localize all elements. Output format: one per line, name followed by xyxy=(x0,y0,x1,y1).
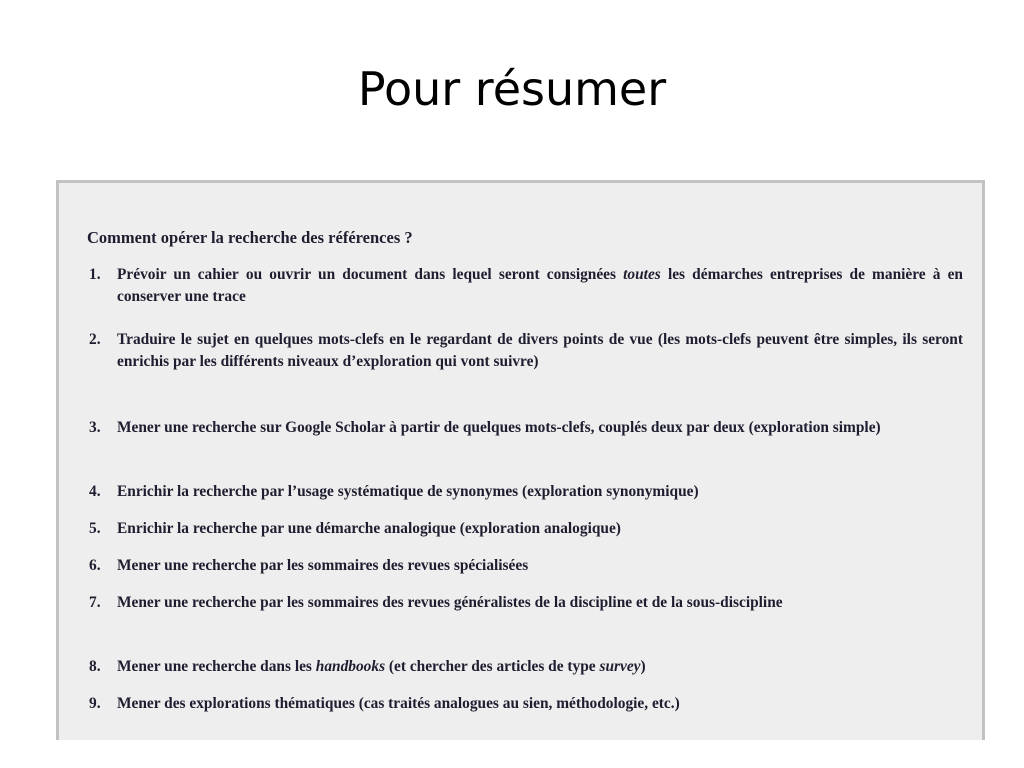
list-item xyxy=(89,329,963,373)
text-run: Mener une recherche sur Google Scholar à partir de quelques mots-clefs, couplés deux par deux xyxy=(117,419,749,436)
list-item xyxy=(89,592,963,614)
list-item xyxy=(89,693,963,715)
list-item-text xyxy=(117,266,963,305)
emphasized-text: explorations thématiques xyxy=(189,695,355,712)
text-run: Mener une recherche par les sommaires des revues spécialisées xyxy=(117,557,529,574)
emphasized-text: handbooks xyxy=(315,658,386,675)
emphasized-text: (exploration simple) xyxy=(748,419,881,436)
list-item-number: 1. xyxy=(89,266,101,283)
list-item-number: 4. xyxy=(89,483,101,500)
text-run: ) xyxy=(640,658,646,675)
list-item-number: 9. xyxy=(89,695,101,712)
list-item-text xyxy=(117,331,963,370)
scanned-excerpt-box xyxy=(56,180,985,740)
text-run: Enrichir la recherche par une démarche analogique xyxy=(117,520,460,537)
list-item-text xyxy=(117,520,621,537)
text-run: Mener des xyxy=(117,695,190,712)
list-item xyxy=(89,518,963,540)
list-item-number: 5. xyxy=(89,520,101,537)
text-run: Mener une recherche dans les xyxy=(117,658,316,675)
list-item-text xyxy=(117,419,881,436)
list-item-number: 6. xyxy=(89,557,101,574)
list-item xyxy=(89,264,963,308)
emphasized-text: (exploration analogique) xyxy=(459,520,621,537)
list-item-text xyxy=(117,695,680,712)
excerpt-heading: Comment opérer la recherche des références ? xyxy=(87,228,413,247)
emphasized-text: cahier xyxy=(197,266,239,283)
list-item-number: 2. xyxy=(89,331,101,348)
text-run: (cas traités analogues au sien, méthodologie, etc.) xyxy=(354,695,680,712)
list-item-text xyxy=(117,557,528,574)
emphasized-text: mots-clefs xyxy=(318,331,384,348)
list-item xyxy=(89,555,963,577)
text-run: Enrichir la recherche par l’usage systématique de synonymes xyxy=(117,483,522,500)
text-run: (et chercher des articles de type xyxy=(385,658,600,675)
list-item-text xyxy=(117,483,699,500)
text-run: Traduire le sujet en quelques xyxy=(117,331,319,348)
text-run: Prévoir un xyxy=(117,266,198,283)
text-run: ou ouvrir un document dans lequel seront consignées xyxy=(238,266,624,283)
list-item xyxy=(89,417,963,439)
list-item-number: 3. xyxy=(89,419,101,436)
text-run: en le regardant de divers points de vue (les mots-clefs peuvent être simples, ils seront enrichis par les différents niveaux d’exploration qui vont suivre) xyxy=(117,331,963,370)
slide-title: Pour résumer xyxy=(357,62,667,116)
list-item-number: 7. xyxy=(89,594,101,611)
emphasized-text: survey xyxy=(599,658,641,675)
list-item-text xyxy=(117,658,646,675)
text-run: les démarches entreprises de manière à en conserver une trace xyxy=(117,266,963,305)
text-run: Mener une recherche par les sommaires des revues généralistes de la discipline et de la sous-discipline xyxy=(117,594,783,611)
list-item-text xyxy=(117,594,783,611)
list-item xyxy=(89,656,963,678)
emphasized-text: toutes xyxy=(623,266,661,283)
list-item xyxy=(89,481,963,503)
emphasized-text: (exploration synonymique) xyxy=(522,483,699,500)
list-item-number: 8. xyxy=(89,658,101,675)
